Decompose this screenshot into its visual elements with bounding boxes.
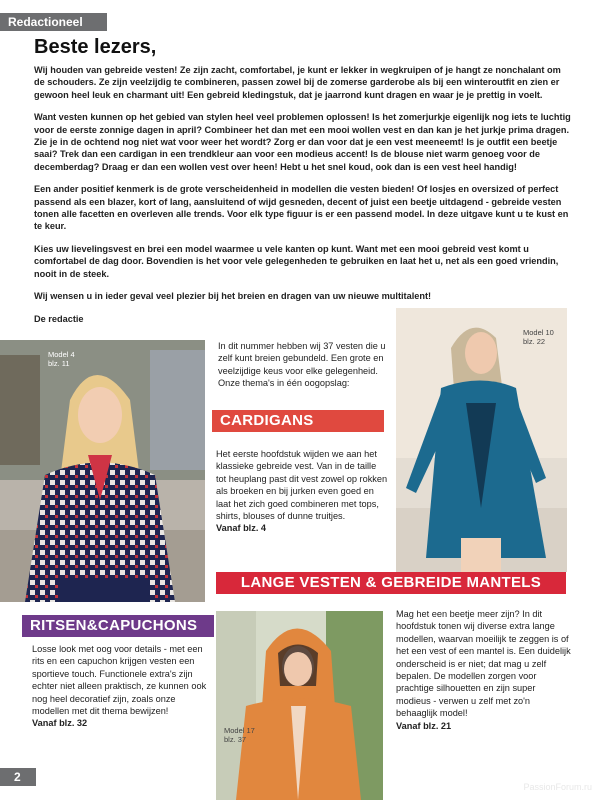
caption-model-17	[224, 727, 255, 744]
page-number: 2	[0, 768, 36, 786]
heading-ritsen-capuchons: RITSEN&CAPUCHONS	[22, 615, 214, 637]
lange-page-ref: Vanaf blz. 21	[396, 720, 452, 731]
intro-paragraph: Want vesten kunnen op het gebied van stylen heel veel problemen oplossen! Is het zomerjurkje eigenlijk nog iets te luchtig voor de eerste zonnige dagen in april? Combineer het dan met een mooi wollen vest en dan kan je het jurkje prima dragen. Zie je in de ochtend nog niet wat voor weer het wordt? Zorg er dan voor dat je een vest meeneemt! Is je outfit een beetje saai? Trek dan een cardigan in een trendkleur aan voor een modieus accent! Is de blouse niet warm genoeg voor de decemberdag? Draag er dan een wollen vest over heen! Hebt u het snel koud, ook dan is een vest heel handig!	[34, 112, 571, 172]
photo-model-17	[216, 611, 383, 800]
caption-line: blz. 11	[48, 358, 70, 368]
lange-text	[396, 608, 572, 732]
photo-model-10	[396, 308, 567, 572]
intro-paragraph: Wij wensen u in ieder geval veel plezier bij het breien en dragen van uw nieuwe multitalent!	[34, 291, 432, 302]
caption-line: Model 10	[523, 328, 554, 337]
caption-line: blz. 37	[224, 734, 247, 744]
caption-line: Model 17	[224, 726, 255, 735]
cardigans-text	[216, 448, 388, 535]
heading-cardigans: CARDIGANS	[212, 410, 384, 432]
ritsen-page-ref: Vanaf blz. 32	[32, 718, 88, 729]
watermark: PassionForum.ru	[523, 782, 592, 792]
photo-model-4	[0, 340, 205, 602]
caption-model-4	[48, 351, 75, 368]
caption-line: blz. 22	[523, 336, 546, 346]
intro-paragraph: Kies uw lievelingsvest en brei een model waarmee u vele kanten op kunt. Want met een mooi gebreid vest komt u comfortabel de dag door. Bovendien is het voor vele gelegenheden te gebruiken en laat het u, net als een goed vriendin, nooit in de steek.	[34, 243, 559, 279]
cardigans-page-ref: Vanaf blz. 4	[216, 523, 267, 534]
section-tag: Redactioneel	[0, 13, 107, 31]
heading-lange-vesten: LANGE VESTEN & GEBREIDE MANTELS	[216, 572, 566, 594]
intro-text	[34, 64, 574, 335]
signature: De redactie	[34, 313, 84, 324]
themes-intro: In dit nummer hebben wij 37 vesten die u zelf kunt breien gebundeld. Een grote en veelzijdige keus voor elke gelegenheid. Onze thema's in één oogopslag:	[218, 341, 386, 389]
intro-paragraph: Een ander positief kenmerk is de grote verscheidenheid in modellen die vesten bieden! Of losjes en oversized of perfect passend als een blazer, kort of lang, aansluitend of wijd gesneden, decent of juist een beetje uitdagend - gebreide vesten tonen alle facetten en overleven alle trends. Voor elk type figuur is er een passend model. In deze uitgave kunt u te kust en te keur.	[34, 184, 569, 232]
ritsen-description: Losse look met oog voor details - met een rits en een capuchon krijgen vesten een sportieve touch. Functionele extra's zijn echter niet alleen praktisch, ze kunnen ook nog heel decoratief zijn, zoals onze modellen met dit thema bewijzen!	[32, 644, 207, 717]
cardigans-description: Het eerste hoofdstuk wijden we aan het klassieke gebreide vest. Van in de taille tot heuplang past dit vest zowel op rokken als broeken en bij jurken even goed en laat het zich goed combineren met tops, shirts, blouses of dunne truitjes.	[216, 449, 388, 522]
lange-description: Mag het een beetje meer zijn? In dit hoofdstuk tonen wij diverse extra lange modellen, waarvan moeilijk te zeggen is of het een vest of een mantel is. Een duidelijk onderscheid is er niet; dat mag u zelf bepalen. De modellen zorgen voor prachtige silhouetten en zijn super modieus - verwen u zelf met zo'n behaaglijk model!	[396, 609, 571, 719]
page-title: Beste lezers,	[34, 36, 157, 58]
ritsen-text	[32, 643, 207, 730]
intro-paragraph: Wij houden van gebreide vesten! Ze zijn zacht, comfortabel, je kunt er lekker in wegkruipen of je hangt ze nonchalant om de schouders. Ze zijn veelzijdig te combineren, passen zowel bij de zomerse garderobe als bij een winteroutfit en zien er gewoon heel leuk en charmant uit! Een gebreid kledingstuk, dat je jaarrond kunt dragen en waar je je prettig in voelt.	[34, 65, 561, 100]
caption-model-10	[523, 329, 554, 346]
caption-line: Model 4	[48, 350, 75, 359]
